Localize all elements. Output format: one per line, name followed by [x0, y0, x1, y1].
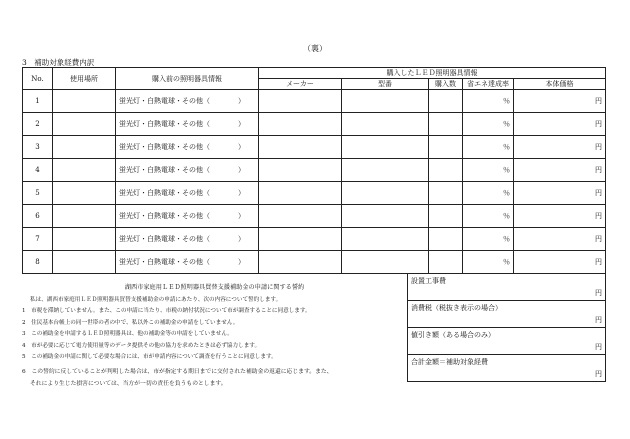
- quantity-cell[interactable]: [429, 113, 463, 136]
- header-price: 本体価格: [514, 79, 606, 90]
- maker-cell[interactable]: [259, 159, 342, 182]
- row-no: 1: [23, 90, 53, 113]
- pledge-item-6-line2: それにより生じた損害については、当方が一切の責任を負うものとします。: [30, 380, 227, 387]
- price-cell[interactable]: 円: [514, 90, 606, 113]
- model-cell[interactable]: [342, 182, 429, 205]
- location-cell[interactable]: [53, 205, 116, 228]
- maker-cell[interactable]: [259, 205, 342, 228]
- pledge-item: 4 市が必要に応じて電力使用量等のデータ提供その他の協力を求めたときは必ず協力します。: [22, 342, 261, 349]
- pledge-item: 5 この補助金の申請に関して必要な場合には、市が申請内容について調査を行うことに同意します。: [22, 354, 277, 360]
- expense-table: [22, 67, 606, 274]
- location-cell[interactable]: [53, 182, 116, 205]
- table-row: [23, 113, 606, 136]
- cost-cell[interactable]: [408, 328, 606, 355]
- location-cell[interactable]: [53, 228, 116, 251]
- price-cell[interactable]: 円: [514, 205, 606, 228]
- lamp-type-cell[interactable]: 蛍光灯・白熱電球・その他（ ）: [116, 159, 259, 182]
- row-no: 2: [23, 113, 53, 136]
- quantity-cell[interactable]: [429, 251, 463, 274]
- quantity-cell[interactable]: [429, 159, 463, 182]
- location-cell[interactable]: [53, 136, 116, 159]
- pledge-item: 3 この補助金を申請するＬＥＤ照明器具は、他の補助金等の申請をしていません。: [22, 331, 233, 337]
- model-cell[interactable]: [342, 159, 429, 182]
- header-model: 型番: [342, 79, 429, 90]
- table-row: [23, 228, 606, 251]
- price-cell[interactable]: 円: [514, 136, 606, 159]
- cost-label: 合計金額＝補助対象経費: [411, 358, 488, 366]
- row-no: 4: [23, 159, 53, 182]
- lamp-type-cell[interactable]: 蛍光灯・白熱電球・その他（ ）: [116, 205, 259, 228]
- maker-cell[interactable]: [259, 182, 342, 205]
- lamp-type-cell[interactable]: 蛍光灯・白熱電球・その他（ ）: [116, 136, 259, 159]
- maker-cell[interactable]: [259, 90, 342, 113]
- model-cell[interactable]: [342, 113, 429, 136]
- efficiency-cell[interactable]: ％: [463, 228, 514, 251]
- header-location: 使用場所: [53, 68, 116, 90]
- pledge-section: [22, 282, 407, 364]
- maker-cell[interactable]: [259, 136, 342, 159]
- cost-cell[interactable]: [408, 274, 606, 301]
- table-row: [23, 251, 606, 274]
- header-before: 購入前の照明器具情報: [116, 68, 259, 90]
- page-mark: （裏）: [303, 44, 327, 53]
- pledge-item: 1 市税を滞納していません。また、この申請に当たり、市税の納付状況について市が調査することに同意します。: [22, 308, 311, 314]
- quantity-cell[interactable]: [429, 182, 463, 205]
- location-cell[interactable]: [53, 90, 116, 113]
- model-cell[interactable]: [342, 136, 429, 159]
- cost-cell[interactable]: [408, 301, 606, 328]
- efficiency-cell[interactable]: ％: [463, 90, 514, 113]
- price-cell[interactable]: 円: [514, 182, 606, 205]
- quantity-cell[interactable]: [429, 136, 463, 159]
- pledge-title: 湖西市家庭用ＬＥＤ照明器具買替支援補助金の申請に関する誓約: [124, 284, 305, 291]
- price-cell[interactable]: 円: [514, 113, 606, 136]
- maker-cell[interactable]: [259, 113, 342, 136]
- cost-row: [408, 301, 606, 328]
- header-quantity: 購入数: [429, 79, 463, 90]
- row-no: 5: [23, 182, 53, 205]
- efficiency-cell[interactable]: ％: [463, 251, 514, 274]
- location-cell[interactable]: [53, 159, 116, 182]
- cost-label: 設置工事費: [411, 277, 446, 285]
- quantity-cell[interactable]: [429, 205, 463, 228]
- efficiency-cell[interactable]: ％: [463, 159, 514, 182]
- row-no: 8: [23, 251, 53, 274]
- lamp-type-cell[interactable]: 蛍光灯・白熱電球・その他（ ）: [116, 228, 259, 251]
- row-no: 7: [23, 228, 53, 251]
- price-cell[interactable]: 円: [514, 251, 606, 274]
- price-cell[interactable]: 円: [514, 228, 606, 251]
- pledge-item-6-line1: 6 この誓約に反していることが判明した場合は、市が指定する期日までに交付された補助金の返還に応じます。また、: [22, 369, 333, 375]
- model-cell[interactable]: [342, 251, 429, 274]
- header-no: No.: [23, 68, 53, 90]
- lamp-type-cell[interactable]: 蛍光灯・白熱電球・その他（ ）: [116, 182, 259, 205]
- pledge-item-6: [22, 367, 612, 390]
- price-cell[interactable]: 円: [514, 159, 606, 182]
- section-title: 3 補助対象経費内訳: [22, 58, 95, 67]
- model-cell[interactable]: [342, 228, 429, 251]
- pledge-item: 2 住民基本台帳上の同一世帯の者の中で、私以外この補助金の申請をしていません。: [22, 319, 239, 326]
- header-maker: メーカー: [259, 79, 342, 90]
- header-efficiency: 省エネ達成率: [463, 79, 514, 90]
- cost-unit: 円: [595, 370, 602, 378]
- model-cell[interactable]: [342, 90, 429, 113]
- cost-unit: 円: [595, 316, 602, 324]
- model-cell[interactable]: [342, 205, 429, 228]
- quantity-cell[interactable]: [429, 228, 463, 251]
- efficiency-cell[interactable]: ％: [463, 182, 514, 205]
- cost-row: [408, 328, 606, 355]
- row-no: 6: [23, 205, 53, 228]
- efficiency-cell[interactable]: ％: [463, 205, 514, 228]
- efficiency-cell[interactable]: ％: [463, 136, 514, 159]
- efficiency-cell[interactable]: ％: [463, 113, 514, 136]
- lamp-type-cell[interactable]: 蛍光灯・白熱電球・その他（ ）: [116, 251, 259, 274]
- maker-cell[interactable]: [259, 251, 342, 274]
- lamp-type-cell[interactable]: 蛍光灯・白熱電球・その他（ ）: [116, 113, 259, 136]
- cost-unit: 円: [595, 289, 602, 297]
- location-cell[interactable]: [53, 251, 116, 274]
- table-row: [23, 136, 606, 159]
- table-row: [23, 182, 606, 205]
- cost-label: 消費税（税抜き表示の場合）: [411, 304, 502, 312]
- pledge-intro: 私は、湖西市家庭用ＬＥＤ照明器具買替支援補助金の申請にあたり、次の内容について誓約します。: [30, 296, 282, 303]
- table-row: [23, 159, 606, 182]
- cost-row: [408, 274, 606, 301]
- table-row: [23, 90, 606, 113]
- location-cell[interactable]: [53, 113, 116, 136]
- lamp-type-cell[interactable]: 蛍光灯・白熱電球・その他（ ）: [116, 90, 259, 113]
- maker-cell[interactable]: [259, 228, 342, 251]
- table-row: [23, 205, 606, 228]
- cost-label: 値引き額（ある場合のみ）: [411, 331, 495, 339]
- cost-unit: 円: [595, 343, 602, 351]
- quantity-cell[interactable]: [429, 90, 463, 113]
- cost-table: [407, 273, 606, 382]
- header-purchased-group: 購入したＬＥＤ照明器具情報: [259, 68, 606, 79]
- row-no: 3: [23, 136, 53, 159]
